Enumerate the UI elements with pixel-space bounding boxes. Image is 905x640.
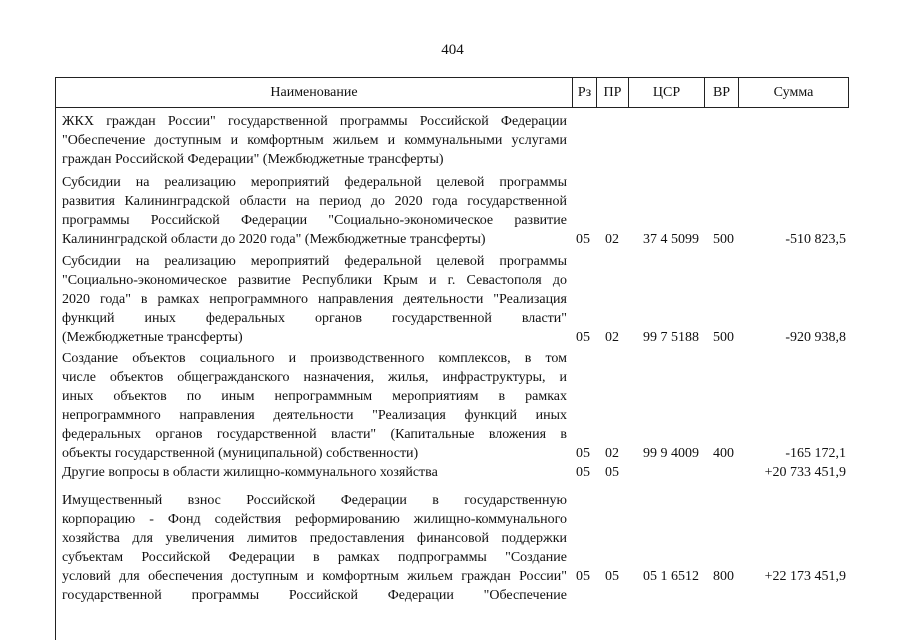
- row-text-line: ЖКХ граждан России" государственной программы Российской Федерации: [62, 114, 567, 129]
- row-vr: 500: [713, 232, 734, 247]
- row-text-line: 2020 года" в рамках непрограммного направления деятельности "Реализация: [62, 292, 567, 307]
- row-text-line: Создание объектов социального и производственного комплексов, в том: [62, 351, 567, 366]
- table-left-border: [55, 108, 56, 640]
- row-description: [62, 112, 567, 169]
- row-text-line: объекты государственной (муниципальной) собственности): [62, 446, 419, 461]
- table-row: [62, 491, 849, 605]
- row-text-line: Калининградской области до 2020 года" (Межбюджетные трансферты): [62, 232, 486, 247]
- header-rz: Рз: [572, 78, 596, 107]
- row-sum: -165 172,1: [785, 446, 846, 461]
- row-text-line: программы Российской Федерации "Социально-экономическое развитие: [62, 213, 567, 228]
- row-description: [62, 491, 567, 605]
- row-codes: [62, 463, 849, 482]
- row-rz: 05: [576, 465, 590, 480]
- row-vr: 400: [713, 446, 734, 461]
- row-csr: 99 9 4009: [643, 446, 699, 461]
- row-rz: 05: [576, 232, 590, 247]
- table-row: [62, 463, 849, 482]
- row-text-line: граждан Российской Федерации" (Межбюджетные трансферты): [62, 152, 444, 167]
- row-text-line: "Социально-экономическое развитие Республики Крым и г. Севастополя до: [62, 273, 567, 288]
- row-codes: [62, 567, 849, 586]
- row-sum: -510 823,5: [785, 232, 846, 247]
- row-text-line: Имущественный взнос Российской Федерации в государственную: [62, 493, 567, 508]
- row-text-line: федеральных органов государственной власти" (Капитальные вложения в: [62, 427, 567, 442]
- table-row: [62, 112, 849, 169]
- row-rz: 05: [576, 330, 590, 345]
- row-pr: 02: [605, 446, 619, 461]
- row-pr: 02: [605, 330, 619, 345]
- row-text-line: Другие вопросы в области жилищно-коммунального хозяйства: [62, 465, 438, 480]
- row-text-line: иных объектов по иным непрограммным мероприятиям в рамках: [62, 389, 567, 404]
- row-text-line: "Обеспечение доступным и комфортным жильем и коммунальными услугами: [62, 133, 567, 148]
- row-pr: 02: [605, 232, 619, 247]
- row-rz: 05: [576, 569, 590, 584]
- row-codes: [62, 444, 849, 463]
- row-rz: 05: [576, 446, 590, 461]
- row-sum: +20 733 451,9: [764, 465, 846, 480]
- row-text-line: хозяйства для увеличения лимитов предоставления финансовой поддержки: [62, 531, 567, 546]
- table-row: [62, 252, 849, 347]
- row-text-line: корпорацию - Фонд содействия реформированию жилищно-коммунального: [62, 512, 567, 527]
- row-text-line: государственной программы Российской Федерации "Обеспечение: [62, 588, 567, 603]
- table-header: [55, 77, 849, 108]
- row-text-line: развития Калининградской области на период до 2020 года государственной: [62, 194, 567, 209]
- row-csr: 05 1 6512: [643, 569, 699, 584]
- row-csr: 99 7 5188: [643, 330, 699, 345]
- header-sum: Сумма: [738, 78, 848, 107]
- row-csr: 37 4 5099: [643, 232, 699, 247]
- row-pr: 05: [605, 569, 619, 584]
- header-vr: ВР: [704, 78, 738, 107]
- row-pr: 05: [605, 465, 619, 480]
- header-csr: ЦСР: [628, 78, 704, 107]
- row-text-line: числе объектов общегражданского назначения, жилья, инфраструктуры, и: [62, 370, 567, 385]
- row-text-line: функций иных федеральных органов государственной власти": [62, 311, 567, 326]
- header-pr: ПР: [596, 78, 628, 107]
- table-row: [62, 173, 849, 249]
- row-text-line: Субсидии на реализацию мероприятий федеральной целевой программы: [62, 175, 567, 190]
- row-codes: [62, 230, 849, 249]
- row-sum: -920 938,8: [785, 330, 846, 345]
- header-name: Наименование: [270, 84, 358, 100]
- row-codes: [62, 328, 849, 347]
- row-text-line: (Межбюджетные трансферты): [62, 330, 243, 345]
- table-row: [62, 349, 849, 463]
- row-vr: 800: [713, 569, 734, 584]
- row-text-line: субъектам Российской Федерации в рамках подпрограммы "Создание: [62, 550, 567, 565]
- row-sum: +22 173 451,9: [764, 569, 846, 584]
- row-text-line: непрограммного направления деятельности "Реализация функций иных: [62, 408, 567, 423]
- row-text-line: условий для обеспечения доступным и комфортным жильем граждан России": [62, 569, 567, 584]
- row-text-line: Субсидии на реализацию мероприятий федеральной целевой программы: [62, 254, 567, 269]
- page-number: 404: [441, 42, 464, 58]
- row-vr: 500: [713, 330, 734, 345]
